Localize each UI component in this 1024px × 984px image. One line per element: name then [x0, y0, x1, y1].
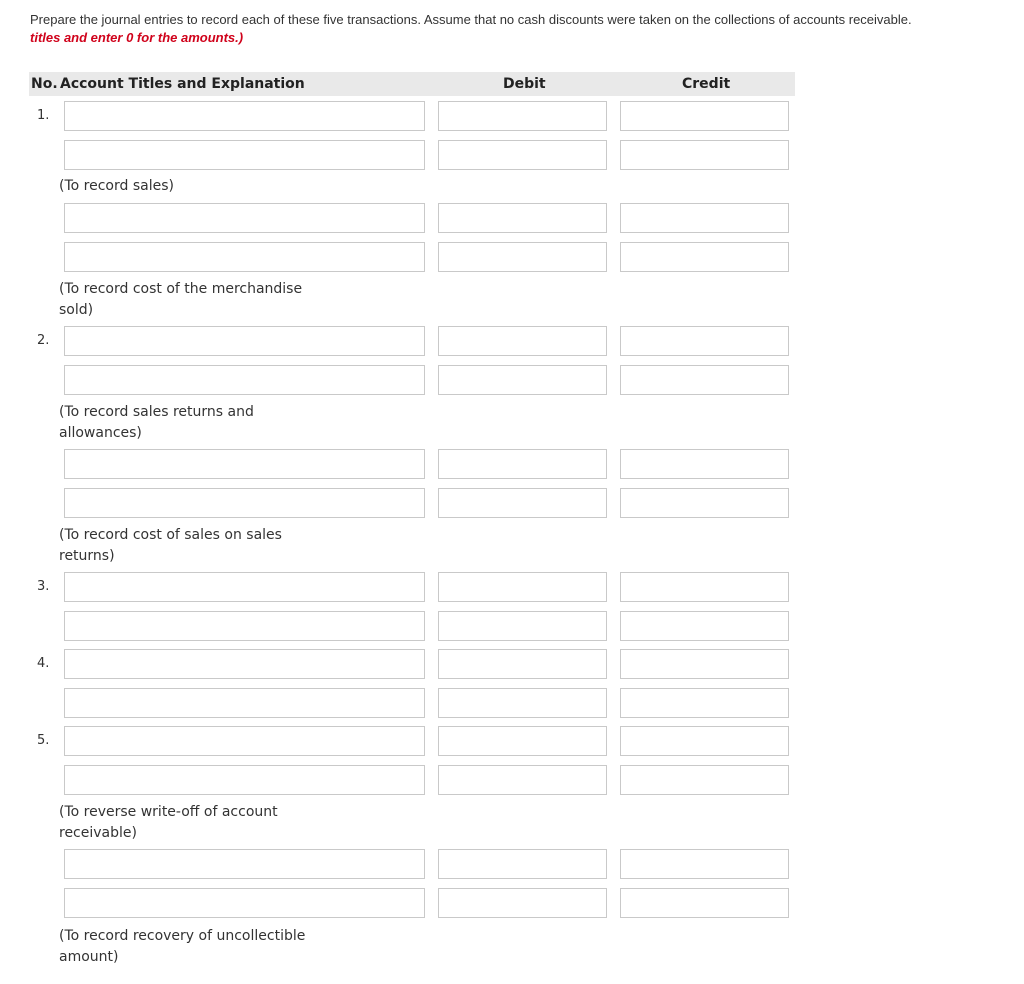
- account-title-input[interactable]: [64, 849, 425, 879]
- table-row: [0, 726, 800, 756]
- header-credit: Credit: [682, 76, 731, 92]
- account-title-input[interactable]: [64, 449, 425, 479]
- credit-input[interactable]: [620, 726, 789, 756]
- debit-input[interactable]: [438, 688, 607, 718]
- debit-input[interactable]: [438, 488, 607, 518]
- debit-input[interactable]: [438, 611, 607, 641]
- table-row: [0, 688, 800, 718]
- explanation-text: (To reverse write-off of account receivable): [59, 804, 278, 841]
- credit-input[interactable]: [620, 488, 789, 518]
- entry-number: 3.: [37, 579, 50, 594]
- explanation-text: (To record cost of sales on sales returns): [59, 527, 282, 564]
- credit-input[interactable]: [620, 449, 789, 479]
- account-title-input[interactable]: [64, 326, 425, 356]
- entry-number: 1.: [37, 108, 50, 123]
- credit-input[interactable]: [620, 688, 789, 718]
- credit-input[interactable]: [620, 101, 789, 131]
- debit-input[interactable]: [438, 888, 607, 918]
- account-title-input[interactable]: [64, 572, 425, 602]
- credit-input[interactable]: [620, 649, 789, 679]
- entry-number: 4.: [37, 656, 50, 671]
- table-header: [29, 72, 795, 96]
- credit-input[interactable]: [620, 611, 789, 641]
- instructions-note: titles and enter 0 for the amounts.): [30, 30, 244, 45]
- account-title-input[interactable]: [64, 140, 425, 170]
- credit-input[interactable]: [620, 203, 789, 233]
- account-title-input[interactable]: [64, 611, 425, 641]
- debit-input[interactable]: [438, 140, 607, 170]
- explanation-text: (To record sales): [59, 178, 174, 194]
- debit-input[interactable]: [438, 765, 607, 795]
- debit-input[interactable]: [438, 649, 607, 679]
- account-title-input[interactable]: [64, 765, 425, 795]
- account-title-input[interactable]: [64, 688, 425, 718]
- explanation-text: (To record sales returns and allowances): [59, 404, 254, 441]
- debit-input[interactable]: [438, 572, 607, 602]
- table-row: [0, 649, 800, 679]
- account-title-input[interactable]: [64, 488, 425, 518]
- account-title-input[interactable]: [64, 365, 425, 395]
- account-title-input[interactable]: [64, 726, 425, 756]
- table-row: [0, 611, 800, 641]
- debit-input[interactable]: [438, 726, 607, 756]
- table-row: [0, 488, 800, 518]
- instructions: [30, 11, 1024, 47]
- credit-input[interactable]: [620, 365, 789, 395]
- debit-input[interactable]: [438, 449, 607, 479]
- header-no: No.: [31, 76, 58, 92]
- table-row: [0, 765, 800, 795]
- table-row: [0, 365, 800, 395]
- credit-input[interactable]: [620, 765, 789, 795]
- credit-input[interactable]: [620, 242, 789, 272]
- debit-input[interactable]: [438, 101, 607, 131]
- debit-input[interactable]: [438, 365, 607, 395]
- account-title-input[interactable]: [64, 888, 425, 918]
- account-title-input[interactable]: [64, 203, 425, 233]
- account-title-input[interactable]: [64, 242, 425, 272]
- debit-input[interactable]: [438, 242, 607, 272]
- account-title-input[interactable]: [64, 649, 425, 679]
- header-account-titles: Account Titles and Explanation: [60, 76, 305, 92]
- table-row: [0, 572, 800, 602]
- table-row: [0, 449, 800, 479]
- table-row: [0, 140, 800, 170]
- table-row: [0, 326, 800, 356]
- instructions-text: Prepare the journal entries to record each of these five transactions. Assume that no cash discounts were taken on the collections of accounts receivable.: [30, 12, 912, 27]
- credit-input[interactable]: [620, 888, 789, 918]
- explanation-text: (To record recovery of uncollectible amount): [59, 928, 306, 965]
- credit-input[interactable]: [620, 140, 789, 170]
- table-row: [0, 849, 800, 879]
- entry-number: 2.: [37, 333, 50, 348]
- table-row: [0, 242, 800, 272]
- debit-input[interactable]: [438, 326, 607, 356]
- debit-input[interactable]: [438, 849, 607, 879]
- header-debit: Debit: [503, 76, 546, 92]
- explanation-text: (To record cost of the merchandise sold): [59, 281, 303, 318]
- entry-number: 5.: [37, 733, 50, 748]
- debit-input[interactable]: [438, 203, 607, 233]
- credit-input[interactable]: [620, 326, 789, 356]
- credit-input[interactable]: [620, 849, 789, 879]
- credit-input[interactable]: [620, 572, 789, 602]
- table-row: [0, 888, 800, 918]
- table-row: [0, 101, 800, 131]
- account-title-input[interactable]: [64, 101, 425, 131]
- table-row: [0, 203, 800, 233]
